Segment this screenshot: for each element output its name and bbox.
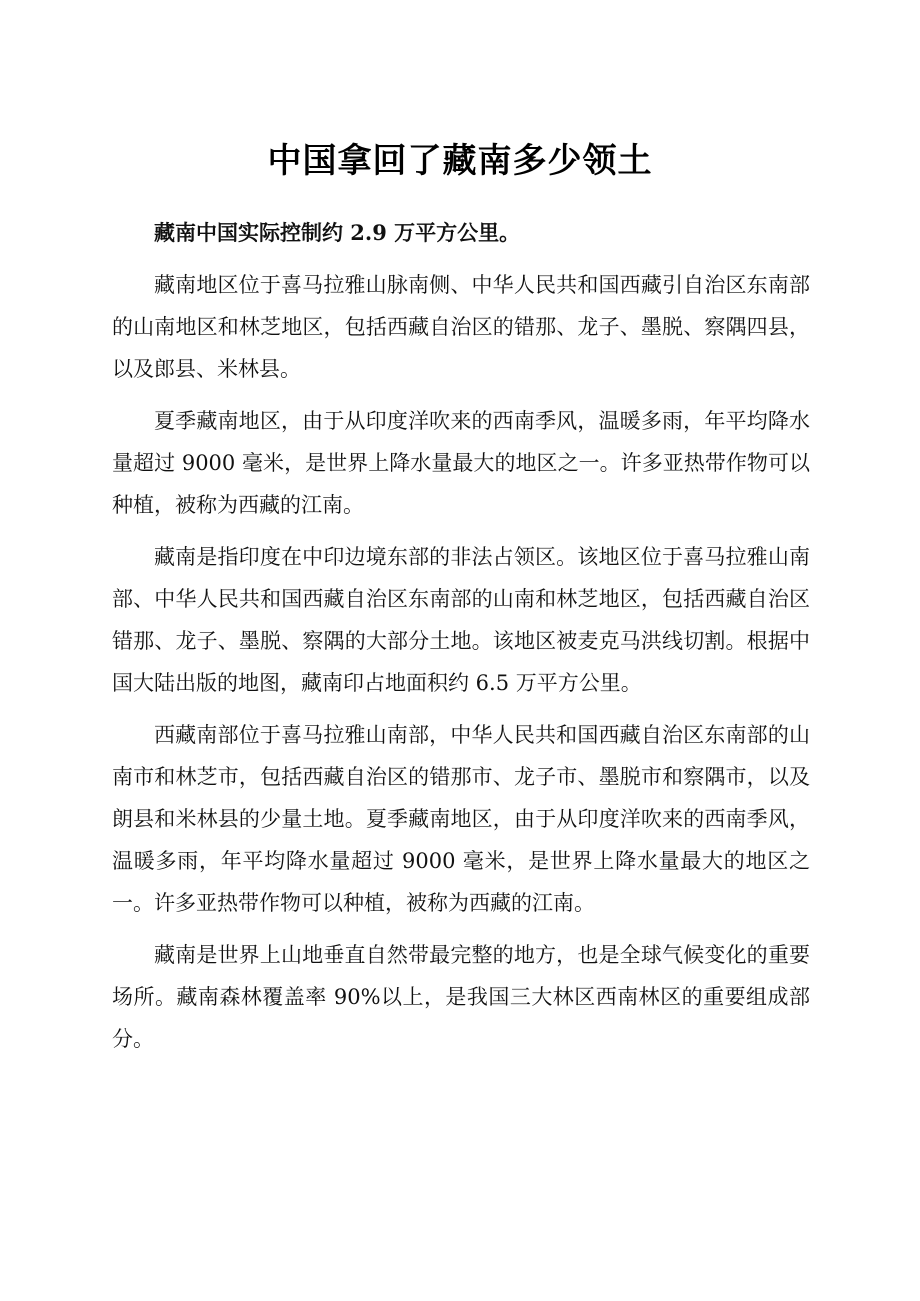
paragraph-climate: 夏季藏南地区，由于从印度洋吹来的西南季风，温暖多雨，年平均降水量超过 9000 毫米，是世界上降水量最大的地区之一。许多亚热带作物可以种植，被称为西藏的江南。: [112, 409, 810, 517]
paragraph-forest: 藏南是世界上山地垂直自然带最完整的地方，也是全球气候变化的重要场所。藏南森林覆盖率 90%以上，是我国三大林区西南林区的重要组成部分。: [112, 943, 810, 1051]
document-body: [112, 212, 810, 1070]
document-title: 中国拿回了藏南多少领土: [267, 140, 653, 181]
paragraph-occupation: 藏南是指印度在中印边境东部的非法占领区。该地区位于喜马拉雅山南部、中华人民共和国西藏自治区东南部的山南和林芝地区，包括西藏自治区错那、龙子、墨脱、察隅的大部分土地。该地区被麦克马洪线切割。根据中国大陆出版的地图，藏南印占地面积约 6.5 万平方公里。: [112, 545, 810, 695]
paragraph-location: 藏南地区位于喜马拉雅山脉南侧、中华人民共和国西藏引自治区东南部的山南地区和林芝地区，包括西藏自治区的错那、龙子、墨脱、察隅四县，以及郎县、米林县。: [112, 273, 810, 381]
paragraph-geography: 西藏南部位于喜马拉雅山南部，中华人民共和国西藏自治区东南部的山南市和林芝市，包括西藏自治区的错那市、龙子市、墨脱市和察隅市，以及朗县和米林县的少量土地。夏季藏南地区，由于从印度洋吹来的西南季风，温暖多雨，年平均降水量超过 9000 毫米，是世界上降水量最大的地区之一。许多亚热带作物可以种植，被称为西藏的江南。: [112, 723, 810, 915]
lead-paragraph: 藏南中国实际控制约 2.9 万平方公里。: [154, 220, 521, 245]
